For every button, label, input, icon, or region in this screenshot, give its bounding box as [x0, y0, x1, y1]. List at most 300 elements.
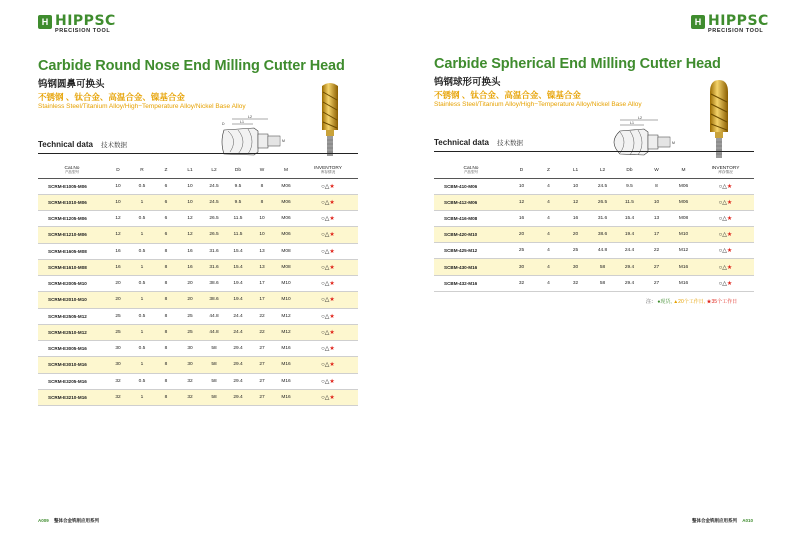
spec-cell-d: 16 — [106, 243, 130, 259]
spec-cell-l2: 31.6 — [202, 243, 226, 259]
column-header-label: INVENTORY — [314, 166, 342, 172]
materials-en: Stainless Steel/Titanium Alloy/High−Temperature Alloy/Nickel Base Alloy — [38, 103, 246, 110]
inventory-symbols: ○△ — [321, 378, 330, 385]
spec-cell-d: 25 — [106, 308, 130, 324]
page-subtitle-cn: 钨钢球形可换头 — [434, 77, 501, 88]
spec-cell-db: 29.4 — [226, 357, 250, 373]
spec-cell-l1: 25 — [562, 243, 589, 259]
spec-cell-m: M16 — [670, 275, 697, 291]
cat-no-cell: SCRM-E1605-M08 — [38, 243, 106, 259]
cat-no-cell: SCRM-E2010-M10 — [38, 292, 106, 308]
spec-cell-r: 1 — [130, 389, 154, 405]
cat-no-cell: SCRM-E1010-M06 — [38, 194, 106, 210]
spec-cell-db: 11.5 — [616, 194, 643, 210]
inventory-symbols: ○△ — [321, 346, 330, 353]
spec-cell-m: M06 — [670, 194, 697, 210]
table-row — [38, 227, 358, 243]
spec-cell-d: 30 — [106, 341, 130, 357]
spec-cell-d: 25 — [508, 243, 535, 259]
spherical-cutter-drawing — [606, 114, 706, 160]
spec-cell-db: 9.5 — [226, 178, 250, 194]
column-header-label: INVENTORY — [711, 166, 740, 172]
spec-cell-db: 29.4 — [226, 341, 250, 357]
round-nose-cutter-photo — [318, 80, 342, 160]
spec-cell-w: 22 — [250, 308, 274, 324]
spec-cell-z: 8 — [154, 389, 178, 405]
table-row — [434, 194, 754, 210]
column-header-label: D — [519, 168, 524, 174]
star-icon: ★ — [329, 297, 335, 304]
table-row — [38, 373, 358, 389]
page-number: A009 — [38, 518, 49, 523]
spec-cell-m: M06 — [274, 194, 298, 210]
spec-cell-db: 29.4 — [226, 389, 250, 405]
svg-text:L1: L1 — [240, 120, 244, 124]
spec-cell-l1: 25 — [178, 324, 202, 340]
spec-cell-db: 29.4 — [616, 275, 643, 291]
cat-no-cell: SCRM-E3205-M16 — [38, 373, 106, 389]
spec-cell-w: 10 — [643, 194, 670, 210]
spec-cell-db: 24.4 — [226, 324, 250, 340]
spec-cell-d: 12 — [106, 227, 130, 243]
spec-cell-l1: 20 — [562, 227, 589, 243]
spec-cell-z: 4 — [535, 194, 562, 210]
spec-cell-w: 27 — [250, 341, 274, 357]
tech-label-cn: 技术数据 — [100, 142, 127, 149]
column-header — [643, 164, 670, 178]
column-header — [154, 164, 178, 178]
spec-cell-l2: 26.5 — [202, 211, 226, 227]
materials-cn: 不锈钢 、钛合金、高温合金、镍基合金 — [38, 92, 185, 102]
spherical-cutter-photo — [706, 80, 732, 160]
spec-cell-d: 12 — [106, 211, 130, 227]
spec-cell-w: 8 — [643, 178, 670, 194]
spec-cell-d: 32 — [106, 389, 130, 405]
spec-cell-db: 19.4 — [616, 227, 643, 243]
cat-no-cell: SCRM-E1205-M06 — [38, 211, 106, 227]
spec-cell-w: 27 — [643, 275, 670, 291]
svg-text:L1: L1 — [630, 121, 634, 125]
star-icon: ★ — [329, 362, 335, 369]
spec-cell-w: 27 — [250, 357, 274, 373]
cat-no-cell: SCBM-420-M10 — [434, 227, 508, 243]
spec-cell-l2: 26.5 — [589, 194, 616, 210]
table-row — [38, 389, 358, 405]
column-header — [250, 164, 274, 178]
column-header-label: W — [259, 168, 265, 174]
inventory-cell — [298, 357, 358, 373]
inventory-cell — [298, 324, 358, 340]
page-footer — [38, 518, 99, 524]
table-row — [38, 292, 358, 308]
spec-cell-db: 9.5 — [616, 178, 643, 194]
inventory-symbols: ○△ — [321, 281, 330, 288]
inventory-cell — [697, 243, 754, 259]
svg-text:L2: L2 — [638, 116, 642, 120]
spec-cell-m: M16 — [274, 373, 298, 389]
star-icon: ★ — [329, 313, 335, 320]
technical-data-heading — [38, 140, 127, 149]
cat-no-cell: SCBM-412-M06 — [434, 194, 508, 210]
spec-cell-db: 29.4 — [616, 259, 643, 275]
spec-cell-r: 0.5 — [130, 211, 154, 227]
inventory-cell — [298, 389, 358, 405]
cat-no-cell: SCRM-E3005-M16 — [38, 341, 106, 357]
table-row — [434, 275, 754, 291]
spec-cell-l1: 20 — [178, 276, 202, 292]
table-row — [38, 194, 358, 210]
spec-cell-l2: 26.5 — [202, 227, 226, 243]
column-header — [508, 164, 535, 178]
svg-text:D: D — [222, 122, 225, 126]
cat-no-cell: SCRM-E1210-M06 — [38, 227, 106, 243]
spec-cell-l1: 12 — [178, 227, 202, 243]
cat-no-cell: SCRM-E3010-M16 — [38, 357, 106, 373]
star-icon: ★ — [329, 232, 335, 239]
table-row — [38, 259, 358, 275]
spec-cell-l2: 31.6 — [202, 259, 226, 275]
column-header — [298, 164, 358, 178]
spec-cell-d: 12 — [508, 194, 535, 210]
spec-cell-d: 30 — [106, 357, 130, 373]
spec-cell-z: 8 — [154, 243, 178, 259]
inventory-cell — [298, 373, 358, 389]
spec-cell-r: 0.5 — [130, 243, 154, 259]
column-header-label: Z — [547, 168, 550, 174]
cat-no-cell: SCBM-432-M16 — [434, 275, 508, 291]
spec-cell-d: 10 — [106, 194, 130, 210]
inventory-cell — [697, 259, 754, 275]
table-row — [38, 341, 358, 357]
tech-label-en: Technical data — [434, 138, 489, 147]
inventory-symbols: ○△ — [718, 248, 727, 255]
spec-cell-r: 1 — [130, 357, 154, 373]
column-header — [589, 164, 616, 178]
column-header-label: Cat.No — [64, 166, 80, 172]
star-icon: ★ — [726, 280, 733, 287]
spec-cell-l2: 24.5 — [202, 194, 226, 210]
cat-no-cell: SCBM-425-M12 — [434, 243, 508, 259]
spec-cell-r: 0.5 — [130, 308, 154, 324]
spec-cell-d: 30 — [508, 259, 535, 275]
star-icon: ★ — [329, 281, 335, 288]
star-icon: ★ — [726, 232, 733, 239]
table-row — [434, 178, 754, 194]
inventory-cell — [298, 227, 358, 243]
spec-cell-z: 4 — [535, 259, 562, 275]
spec-cell-w: 13 — [250, 259, 274, 275]
page-title: Carbide Spherical End Milling Cutter Head — [434, 56, 721, 72]
spec-cell-db: 11.5 — [226, 227, 250, 243]
spec-cell-db: 15.4 — [226, 243, 250, 259]
column-header — [274, 164, 298, 178]
inventory-symbols: ○△ — [321, 232, 330, 239]
spherical-spec-table — [434, 164, 754, 292]
cat-no-cell: SCRM-E2505-M12 — [38, 308, 106, 324]
star-icon: ★ — [329, 329, 335, 336]
spec-cell-w: 27 — [643, 259, 670, 275]
spec-cell-l1: 30 — [178, 357, 202, 373]
cat-no-cell: SCRM-E1005-M06 — [38, 178, 106, 194]
spec-cell-m: M06 — [274, 227, 298, 243]
spec-cell-z: 8 — [154, 308, 178, 324]
spec-cell-m: M16 — [274, 341, 298, 357]
spec-cell-w: 27 — [250, 373, 274, 389]
spec-cell-l1: 32 — [562, 275, 589, 291]
spec-cell-l2: 58 — [202, 357, 226, 373]
spec-cell-z: 4 — [535, 227, 562, 243]
spec-cell-z: 8 — [154, 292, 178, 308]
inventory-cell — [697, 275, 754, 291]
spec-cell-z: 8 — [154, 324, 178, 340]
spec-cell-z: 8 — [154, 373, 178, 389]
spec-cell-z: 6 — [154, 211, 178, 227]
column-header — [535, 164, 562, 178]
spec-cell-l2: 38.6 — [202, 292, 226, 308]
star-icon: ★ — [329, 346, 335, 353]
star-icon: ★ — [726, 248, 733, 255]
spec-cell-z: 8 — [154, 357, 178, 373]
spec-cell-db: 15.4 — [616, 210, 643, 226]
column-header — [130, 164, 154, 178]
svg-text:L2: L2 — [248, 115, 252, 119]
spec-cell-l2: 44.8 — [589, 243, 616, 259]
spec-cell-l2: 31.6 — [589, 210, 616, 226]
svg-text:M: M — [282, 139, 285, 143]
page-subtitle-cn: 钨钢圆鼻可换头 — [38, 79, 105, 90]
spec-cell-r: 1 — [130, 227, 154, 243]
left-page — [0, 0, 395, 536]
column-header-sublabel: 产品型号 — [463, 170, 479, 175]
spec-cell-d: 32 — [508, 275, 535, 291]
column-header — [202, 164, 226, 178]
spec-cell-z: 6 — [154, 227, 178, 243]
spec-cell-r: 1 — [130, 292, 154, 308]
spec-cell-l1: 12 — [562, 194, 589, 210]
note-prefix: 注： — [646, 299, 657, 305]
spec-cell-l2: 24.5 — [589, 178, 616, 194]
column-header-label: Db — [626, 168, 633, 174]
spec-cell-z: 6 — [154, 194, 178, 210]
spec-cell-db: 11.5 — [226, 211, 250, 227]
spec-cell-l1: 20 — [178, 292, 202, 308]
star-icon: ★ — [726, 183, 733, 190]
footer-series: 整体合金铣削应用系列 — [54, 518, 100, 523]
table-row — [38, 308, 358, 324]
spec-cell-d: 25 — [106, 324, 130, 340]
column-header-label: M — [284, 168, 288, 174]
spec-cell-l2: 44.8 — [202, 308, 226, 324]
spec-cell-d: 32 — [106, 373, 130, 389]
column-header-label: W — [654, 168, 659, 174]
inventory-cell — [298, 276, 358, 292]
tech-label-en: Technical data — [38, 140, 93, 149]
column-header-sublabel: 库存情况 — [320, 170, 336, 175]
spec-cell-z: 4 — [535, 243, 562, 259]
spec-cell-m: M16 — [274, 389, 298, 405]
note-20-days: ▲20个工作日, — [673, 299, 706, 305]
spec-cell-w: 10 — [250, 227, 274, 243]
spec-cell-m: M06 — [274, 178, 298, 194]
inventory-symbols: ○△ — [321, 248, 330, 255]
footer-series: 整体合金铣削应用系列 — [691, 518, 737, 523]
spec-cell-m: M16 — [670, 259, 697, 275]
inventory-symbols: ○△ — [321, 297, 330, 304]
spec-cell-w: 8 — [250, 194, 274, 210]
spec-cell-m: M10 — [670, 227, 697, 243]
star-icon: ★ — [329, 394, 335, 401]
spec-cell-l2: 58 — [202, 373, 226, 389]
spec-cell-r: 0.5 — [130, 373, 154, 389]
column-header-label: M — [681, 168, 686, 174]
inventory-symbols: ○△ — [718, 183, 727, 190]
spec-cell-w: 17 — [250, 276, 274, 292]
inventory-cell — [697, 194, 754, 210]
column-header-label: R — [140, 168, 144, 174]
table-row — [434, 259, 754, 275]
column-header — [106, 164, 130, 178]
spec-cell-r: 0.5 — [130, 341, 154, 357]
table-row — [434, 227, 754, 243]
spec-cell-z: 4 — [535, 178, 562, 194]
note-35-days: ★35个工作日 — [706, 299, 738, 305]
spec-cell-z: 8 — [154, 276, 178, 292]
spec-cell-l2: 38.6 — [589, 227, 616, 243]
spec-cell-r: 0.5 — [130, 178, 154, 194]
spec-cell-m: M10 — [274, 292, 298, 308]
inventory-symbols: ○△ — [321, 362, 330, 369]
spec-cell-w: 8 — [250, 178, 274, 194]
spec-cell-l1: 10 — [562, 178, 589, 194]
spec-cell-w: 27 — [250, 389, 274, 405]
spec-cell-l2: 58 — [202, 341, 226, 357]
spec-cell-r: 0.5 — [130, 276, 154, 292]
spec-cell-w: 13 — [250, 243, 274, 259]
spec-cell-z: 8 — [154, 259, 178, 275]
spec-cell-m: M10 — [274, 276, 298, 292]
inventory-cell — [697, 178, 754, 194]
table-row — [434, 243, 754, 259]
table-header-row — [38, 164, 358, 178]
page-number: A010 — [742, 518, 753, 523]
inventory-symbols: ○△ — [718, 280, 727, 287]
spec-cell-w: 22 — [643, 243, 670, 259]
spec-cell-z: 8 — [154, 341, 178, 357]
logo-sub: PRECISION TOOL — [55, 28, 111, 34]
inventory-symbols: ○△ — [321, 329, 330, 336]
spec-cell-l2: 58 — [589, 259, 616, 275]
spec-cell-w: 17 — [643, 227, 670, 243]
spec-cell-w: 22 — [250, 324, 274, 340]
column-header — [562, 164, 589, 178]
star-icon: ★ — [726, 215, 733, 222]
spec-cell-l1: 10 — [178, 194, 202, 210]
spec-cell-d: 10 — [508, 178, 535, 194]
star-icon: ★ — [329, 264, 335, 271]
column-header-sublabel: 库存情况 — [718, 170, 733, 175]
column-header-label: L2 — [599, 168, 606, 174]
logo-brand: HIPPSC — [708, 13, 769, 29]
column-header — [38, 164, 106, 178]
spec-cell-r: 1 — [130, 259, 154, 275]
column-header-label: D — [116, 168, 120, 174]
spec-cell-m: M08 — [274, 259, 298, 275]
spec-cell-l1: 25 — [178, 308, 202, 324]
tech-label-cn: 技术数据 — [496, 140, 523, 147]
spec-cell-d: 20 — [106, 292, 130, 308]
inventory-cell — [298, 178, 358, 194]
spec-cell-l1: 10 — [178, 178, 202, 194]
spec-cell-d: 16 — [508, 210, 535, 226]
spec-cell-l1: 32 — [178, 373, 202, 389]
logo-sub: PRECISION TOOL — [708, 28, 764, 34]
column-header — [226, 164, 250, 178]
page-footer — [692, 518, 753, 524]
table-row — [38, 357, 358, 373]
table-header-row — [434, 164, 754, 178]
cat-no-cell: SCRM-E2005-M10 — [38, 276, 106, 292]
spec-cell-l2: 58 — [589, 275, 616, 291]
spec-cell-z: 4 — [535, 210, 562, 226]
spec-cell-m: M16 — [274, 357, 298, 373]
table-row — [38, 324, 358, 340]
cat-no-cell: SCRM-E3210-M16 — [38, 389, 106, 405]
materials-cn: 不锈钢 、钛合金、高温合金、镍基合金 — [434, 90, 581, 100]
spec-cell-db: 24.4 — [226, 308, 250, 324]
technical-data-heading — [434, 138, 523, 147]
spec-cell-w: 10 — [250, 211, 274, 227]
spec-cell-l1: 30 — [178, 341, 202, 357]
logo-brand: HIPPSC — [55, 13, 116, 29]
spec-cell-r: 1 — [130, 194, 154, 210]
spec-cell-l1: 32 — [178, 389, 202, 405]
spec-cell-l2: 58 — [202, 389, 226, 405]
inventory-symbols: ○△ — [321, 199, 330, 206]
table-row — [38, 178, 358, 194]
spec-cell-db: 15.4 — [226, 259, 250, 275]
spec-cell-r: 1 — [130, 324, 154, 340]
page-title: Carbide Round Nose End Milling Cutter Head — [38, 58, 345, 74]
logo-h-icon: H — [691, 15, 705, 29]
inventory-cell — [697, 227, 754, 243]
star-icon: ★ — [726, 199, 733, 206]
spec-cell-l1: 16 — [178, 243, 202, 259]
column-header-label: Db — [234, 168, 242, 174]
spec-cell-l2: 38.6 — [202, 276, 226, 292]
inventory-cell — [697, 210, 754, 226]
inventory-cell — [298, 211, 358, 227]
svg-text:M: M — [672, 141, 675, 145]
spec-cell-w: 13 — [643, 210, 670, 226]
inventory-legend-note — [646, 298, 737, 305]
inventory-symbols: ○△ — [718, 215, 727, 222]
star-icon: ★ — [329, 378, 335, 385]
section-divider — [434, 151, 754, 152]
spec-cell-m: M06 — [274, 211, 298, 227]
table-row — [38, 276, 358, 292]
inventory-symbols: ○△ — [718, 232, 727, 239]
inventory-symbols: ○△ — [321, 183, 330, 190]
star-icon: ★ — [726, 264, 733, 271]
cat-no-cell: SCBM-430-M16 — [434, 259, 508, 275]
inventory-symbols: ○△ — [321, 313, 330, 320]
inventory-symbols: ○△ — [321, 216, 330, 223]
spec-cell-d: 20 — [106, 276, 130, 292]
spec-cell-m: M12 — [274, 308, 298, 324]
inventory-cell — [298, 243, 358, 259]
spec-cell-db: 19.4 — [226, 276, 250, 292]
spec-cell-l2: 24.5 — [202, 178, 226, 194]
